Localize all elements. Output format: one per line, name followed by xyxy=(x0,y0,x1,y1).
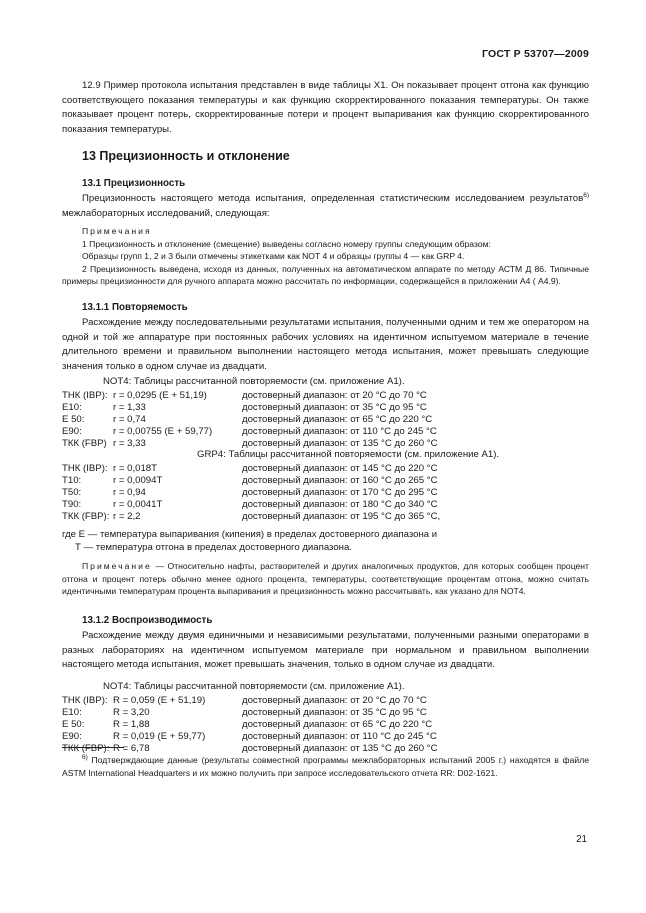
row-range: достоверный диапазон: от 65 °С до 220 °С xyxy=(242,719,433,731)
row-range: достоверный диапазон: от 110 °С до 245 °С xyxy=(242,426,437,438)
notes-heading: Примечания xyxy=(82,226,152,236)
grp4-repeatability-caption: GRP4: Таблицы рассчитанной повторяемости (см. приложение А1). xyxy=(197,449,500,460)
not4-reproducibility-caption: NOT4: Таблицы рассчитанной повторяемости (см. приложение А1). xyxy=(103,681,405,692)
row-formula: r = 0,018T xyxy=(113,463,157,474)
row-formula: r = 1,33 xyxy=(113,402,146,414)
row-label: Е90: xyxy=(62,426,82,438)
row-formula: r = 0,74 xyxy=(113,414,146,426)
row-formula: r = 0,0041T xyxy=(113,499,163,511)
section-13-1-1-title: 13.1.1 Повторяемость xyxy=(82,302,188,313)
row-label: Е 50: xyxy=(62,414,85,426)
row-formula: r = 0,00755 (E + 59,77) xyxy=(113,426,213,438)
row-label: Е10: xyxy=(62,707,82,719)
row-range: достоверный диапазон: от 145 °С до 220 °С xyxy=(242,463,438,474)
row-label: Е10: xyxy=(62,402,82,414)
row-label: ТНК (IBP): xyxy=(62,390,108,401)
where-t-definition: Т — температура отгона в пределах достоверного диапазона. xyxy=(75,542,352,553)
note-2: 2 Прецизионность выведена, исходя из данных, полученных на автоматическом аппарате по методу АСТМ Д 86. Типичные примеры прецизионности для ручного аппарата можно рассчитать по информации, содержащейся в приложении А4 ( А4.9). xyxy=(62,263,589,286)
note-1b: Образцы групп 1, 2 и 3 были отмечены этикетками как NOT 4 и образцы группы 4 — как GRP 4. xyxy=(82,251,465,261)
footnote-ref: 6) xyxy=(583,191,589,199)
where-e-definition: где Е — температура выпаривания (кипения) в пределах достоверного диапазона и xyxy=(62,529,438,540)
row-label: ТНК (IBP): xyxy=(62,695,108,706)
section-13-title: 13 Прецизионность и отклонение xyxy=(82,149,290,163)
row-formula: r = 0,94 xyxy=(113,487,146,499)
reproducibility-paragraph: Расхождение между двумя единичными и независимыми результатами, полученными разными операторами в разных лабораториях на идентичном испытуемом материале при нормальном и правильном выполнении настоящего метода испытания, может превышать значения, только в одном случае из двадцати. xyxy=(62,630,589,670)
row-range: достоверный диапазон: от 110 °С до 245 °С xyxy=(242,731,437,743)
precision-notes xyxy=(62,225,589,288)
row-range: достоверный диапазон: от 135 °С до 260 °С xyxy=(242,743,438,755)
row-range: достоверный диапазон: от 180 °С до 340 °С xyxy=(242,499,438,511)
section-13-1-title: 13.1 Прецизионность xyxy=(82,178,186,189)
row-label: Т10: xyxy=(62,475,82,487)
row-formula: r = 2,2 xyxy=(113,511,141,523)
section-13-1-2-title: 13.1.2 Воспроизводимость xyxy=(82,615,213,626)
repeatability-paragraph: Расхождение между последовательными результатами испытания, полученными одним и тем же оператором на одной и той же аппаратуре при постоянных рабочих условиях на идентичном испытуемом материале в течение длительного времени и правильном выполнении настоящего метода испытания, может превышать следующие значения только в одном случае из двадцати. xyxy=(62,317,589,372)
row-range: достоверный диапазон: от 20 °С до 70 °С xyxy=(242,695,427,706)
row-range: достоверный диапазон: от 160 °С до 265 °С xyxy=(242,475,438,487)
row-label: ТКК (FBP): xyxy=(62,511,110,523)
page-number: 21 xyxy=(576,834,587,845)
row-label: ТНК (IBP): xyxy=(62,463,108,474)
paragraph-12-9: 12.9 Пример протокола испытания представлен в виде таблицы Х1. Он показывает процент отгона как функцию соответствующего показания температуры и как функцию скорректированного показания температуры. Он также показывает процент потерь, скорректированные потери и процент выпаривания как функцию скорректированного показания температуры. xyxy=(62,80,589,135)
note-1a: 1 Прецизионность и отклонение (смещение) выведены согласно номеру группы следующим образом: xyxy=(82,238,491,249)
row-formula: r = 0,0094T xyxy=(113,475,163,487)
row-label: ТКК (FBP): xyxy=(62,743,110,755)
row-formula: r = 0,0295 (E + 51,19) xyxy=(113,390,207,401)
row-label: Т90: xyxy=(62,499,82,511)
row-range: достоверный диапазон: от 135 °С до 260 °С xyxy=(242,438,438,450)
not4-repeatability-caption: NOT4: Таблицы рассчитанной повторяемости (см. приложение А1). xyxy=(103,376,405,387)
precision-paragraph: Прецизионность настоящего метода испытания, определенная статистическим исследованием результатов$^{6)}$ межлабораторных исследований, следующая: xyxy=(62,191,589,219)
document-code: ГОСТ Р 53707—2009 xyxy=(481,48,589,60)
row-range: достоверный диапазон: от 195 °С до 365 °С, xyxy=(242,511,441,523)
row-label: Т50: xyxy=(62,487,82,499)
row-range: достоверный диапазон: от 35 °С до 95 °С xyxy=(242,402,427,414)
row-formula: R = 1,88 xyxy=(113,719,150,731)
row-range: достоверный диапазон: от 65 °С до 220 °С xyxy=(242,414,433,426)
row-range: достоверный диапазон: от 170 °С до 295 °С xyxy=(242,487,438,499)
row-range: достоверный диапазон: от 35 °С до 95 °С xyxy=(242,707,427,719)
row-label: Е 50: xyxy=(62,719,85,731)
footnote-6: $^{6)}$ Подтверждающие данные (результаты совместной программы межлабораторных испытаний 2005 г.) находятся в файле ASTM International Headquarters и их можно получить при запросе исследовательского отчета RR: D02-1621. xyxy=(62,754,589,778)
row-formula: R = 0,019 (E + 59,77) xyxy=(113,731,206,743)
row-label: ТКК (FBP) xyxy=(62,438,107,450)
row-label: Е90: xyxy=(62,731,82,743)
repeatability-note: Примечание — Относительно нафты, растворителей и других аналогичных продуктов, для которых сообщен процент отгона и процент потерь обычно менее одного процента, температуры, соответствующие процентам отгона, можно считать идентичными температурам процента выпаривания и прецизионность можно рассчитывать, как указано для NOT4. xyxy=(62,561,589,596)
row-formula: r = 3,33 xyxy=(113,438,146,450)
row-range: достоверный диапазон: от 20 °С до 70 °С xyxy=(242,390,427,401)
row-formula: R = 3,20 xyxy=(113,707,150,719)
row-formula: R = 0,059 (E + 51,19) xyxy=(113,695,206,706)
footnote-separator xyxy=(62,747,124,748)
row-formula: R = 6,78 xyxy=(113,743,150,755)
